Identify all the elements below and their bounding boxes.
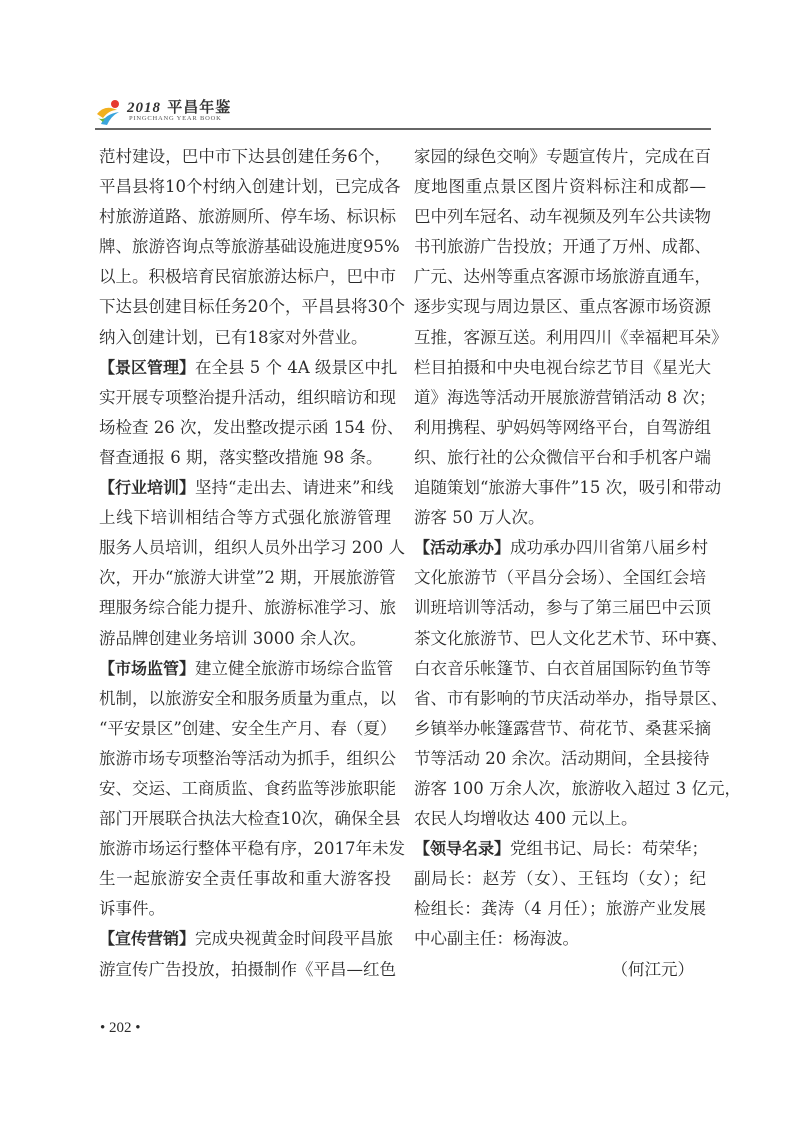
text-line xyxy=(414,774,741,804)
text-line xyxy=(99,563,396,593)
line-text: 游客 100 万余人次，旅游收入超过 3 亿元， xyxy=(414,778,741,798)
text-line xyxy=(99,684,396,714)
line-text: 节等活动 20 余次。活动期间，全县接待 xyxy=(414,748,710,768)
line-text: 白衣音乐帐篷节、白衣首届国际钓鱼节等 xyxy=(414,658,711,678)
line-text: 副局长：赵芳（女）、王钰均（女）；纪 xyxy=(414,869,706,889)
text-line xyxy=(414,473,722,503)
paragraph xyxy=(99,924,396,984)
line-text: 织、旅行社的公众微信平台和手机客户端 xyxy=(414,447,711,467)
line-text: 中心副主任：杨海波。 xyxy=(414,929,579,949)
text-line xyxy=(99,323,391,353)
line-text: 省、市有影响的节庆活动举办，指导景区、 xyxy=(414,688,728,708)
line-text: 游宣传广告投放，拍摄制作《平昌—红色 xyxy=(99,959,396,979)
text-line xyxy=(414,533,709,563)
text-line xyxy=(99,894,391,924)
line-text: 督查通报 6 期，落实整改措施 98 条。 xyxy=(99,447,383,467)
line-text: 安、交运、工商质监、食药监等涉旅职能 xyxy=(99,778,396,798)
paragraph xyxy=(99,142,405,353)
line-text: 巴中列车冠名、动车视频及列车公共读物 xyxy=(414,207,711,227)
line-text: 次，开办“旅游大讲堂”2 期，开展旅游管 xyxy=(99,568,396,588)
text-line xyxy=(99,924,394,954)
text-line xyxy=(99,142,391,172)
yearbook-subtitle: PINGCHANG YEAR BOOK xyxy=(129,115,222,122)
paragraph xyxy=(99,473,405,654)
line-text: 在全县 5 个 4A 级景区中扎 xyxy=(195,357,398,377)
text-line xyxy=(414,834,709,864)
text-line xyxy=(414,593,711,623)
line-text: 以上。积极培育民宿旅游达标户，巴中市 xyxy=(99,267,396,287)
left-column xyxy=(99,142,405,985)
text-line xyxy=(99,353,398,383)
section-heading: 【宣传营销】 xyxy=(99,929,196,949)
line-text: 栏目拍摄和中央电视台综艺节目《星光大 xyxy=(414,357,711,377)
text-line xyxy=(414,714,711,744)
text-line xyxy=(99,774,396,804)
paragraph xyxy=(414,533,741,834)
line-text: 平昌县将10个村纳入创建计划，已完成各 xyxy=(99,177,401,197)
text-line xyxy=(414,563,706,593)
text-line xyxy=(99,262,396,292)
text-line xyxy=(99,172,401,202)
text-line xyxy=(414,353,711,383)
line-text: 广元、达州等重点客源市场旅游直通车， xyxy=(414,267,711,287)
line-text: 场检查 26 次，发出整改提示函 154 份、 xyxy=(99,417,404,437)
line-text: 检组长：龚涛（4 月任）；旅游产业发展 xyxy=(414,899,706,919)
right-column xyxy=(414,142,741,985)
header-rule xyxy=(95,128,711,130)
line-text: 训班培训等活动，参与了第三届巴中云顶 xyxy=(414,598,711,618)
line-text: 下达县创建目标任务20个，平昌县将30个 xyxy=(99,297,405,317)
text-line xyxy=(99,624,391,654)
line-text: 乡镇举办帐篷露营节、荷花节、桑葚采摘 xyxy=(414,718,711,738)
text-line xyxy=(99,503,391,533)
section-heading: 【市场监管】 xyxy=(99,658,196,678)
text-line xyxy=(99,864,391,894)
text-line xyxy=(414,142,711,172)
text-line xyxy=(414,232,711,262)
line-text: 文化旅游节（平昌分会场）、全国红会培 xyxy=(414,568,706,588)
yearbook-logo-icon xyxy=(95,98,125,126)
line-text: 村旅游道路、旅游厕所、停车场、标识标 xyxy=(99,207,396,227)
yearbook-title xyxy=(127,96,231,117)
paragraph xyxy=(414,834,709,954)
line-text: 旅游市场运行整体平稳有序，2017年未发 xyxy=(99,839,405,859)
text-line xyxy=(414,503,706,533)
text-line xyxy=(99,593,396,623)
text-line xyxy=(414,323,728,353)
text-line xyxy=(99,383,396,413)
section-heading: 【行业培训】 xyxy=(99,478,196,498)
text-line xyxy=(99,443,391,473)
paragraph xyxy=(414,142,728,533)
section-heading: 【领导名录】 xyxy=(414,839,511,859)
line-text: 理服务综合能力提升、旅游标准学习、旅 xyxy=(99,598,396,618)
line-text: 度地图重点景区图片资料标注和成都— xyxy=(414,177,706,197)
line-text: 牌、旅游咨询点等旅游基础设施进度95% xyxy=(99,237,400,257)
text-line xyxy=(414,894,706,924)
line-text: 家园的绿色交响》专题宣传片，完成在百 xyxy=(414,147,711,166)
text-line xyxy=(99,292,405,322)
paragraph xyxy=(99,654,405,925)
line-text: 逐步实现与周边景区、重点客源市场资源 xyxy=(414,297,711,317)
text-line xyxy=(414,202,711,232)
line-text: 游品牌创建业务培训 3000 余人次。 xyxy=(99,628,366,648)
text-line xyxy=(414,172,706,202)
line-text: 诉事件。 xyxy=(99,899,165,919)
line-text: 旅游市场专项整治等活动为抓手，组织公 xyxy=(99,748,396,768)
text-line xyxy=(99,533,405,563)
text-line xyxy=(99,654,394,684)
text-line xyxy=(414,744,710,774)
line-text: 游客 50 万人次。 xyxy=(414,508,545,528)
line-text: 坚持“走出去、请进来”和线 xyxy=(195,478,394,498)
line-text: 互推，客源互送。利用四川《幸福耙耳朵》 xyxy=(414,327,728,347)
line-text: 建立健全旅游市场综合监管 xyxy=(195,658,394,678)
text-line xyxy=(99,744,396,774)
yearbook-name: 平昌年鉴 xyxy=(167,98,232,116)
text-line xyxy=(99,232,400,262)
text-line xyxy=(99,834,405,864)
section-heading: 【景区管理】 xyxy=(99,357,196,377)
text-line xyxy=(414,443,711,473)
line-text: 追随策划“旅游大事件”15 次，吸引和带动 xyxy=(414,478,722,498)
page-number: • 202 • xyxy=(100,1020,141,1036)
line-text: 利用携程、驴妈妈等网络平台，自驾游组 xyxy=(414,417,711,437)
line-text: 完成央视黄金时间段平昌旅 xyxy=(195,929,394,949)
line-text: 范村建设，巴中市下达县创建任务6个， xyxy=(99,147,391,166)
text-line xyxy=(414,624,728,654)
line-text: 上线下培训相结合等方式强化旅游管理 xyxy=(99,508,391,528)
text-line xyxy=(99,202,396,232)
text-line xyxy=(99,413,404,443)
text-line xyxy=(99,804,401,834)
text-line xyxy=(414,413,711,443)
line-text: 部门开展联合执法大检查10次，确保全县 xyxy=(99,809,401,829)
paragraph xyxy=(99,353,404,473)
yearbook-year: 2018 xyxy=(127,100,161,116)
line-text: 茶文化旅游节、巴人文化艺术节、环中赛、 xyxy=(414,628,728,648)
line-text: 实开展专项整治提升活动，组织暗访和现 xyxy=(99,387,396,407)
line-text: 生一起旅游安全责任事故和重大游客投 xyxy=(99,869,391,889)
text-line xyxy=(414,924,706,954)
line-text: 机制，以旅游安全和服务质量为重点，以 xyxy=(99,688,396,708)
text-line xyxy=(414,864,706,894)
line-text: 道》海选等活动开展旅游营销活动 8 次； xyxy=(414,387,716,407)
line-text: 成功承办四川省第八届乡村 xyxy=(510,538,709,558)
text-line xyxy=(99,955,396,985)
text-line xyxy=(414,292,711,322)
author-credit: （何江元） xyxy=(611,959,694,979)
text-line xyxy=(414,262,711,292)
text-line xyxy=(414,383,716,413)
text-line xyxy=(99,473,394,503)
line-text: 服务人员培训，组织人员外出学习 200 人 xyxy=(99,538,405,558)
line-text: 纳入创建计划，已有18家对外营业。 xyxy=(99,327,368,347)
line-text: 书刊旅游广告投放；开通了万州、成都、 xyxy=(414,237,711,257)
text-line xyxy=(414,684,728,714)
text-line xyxy=(414,654,711,684)
text-line xyxy=(414,804,706,834)
line-text: 农民人均增收达 400 元以上。 xyxy=(414,809,638,829)
line-text: 党组书记、局长：苟荣华； xyxy=(510,839,709,859)
line-text: “平安景区”创建、安全生产月、春（夏） xyxy=(99,718,397,738)
text-line xyxy=(99,714,397,744)
section-heading: 【活动承办】 xyxy=(414,538,511,558)
page-header xyxy=(95,96,710,130)
